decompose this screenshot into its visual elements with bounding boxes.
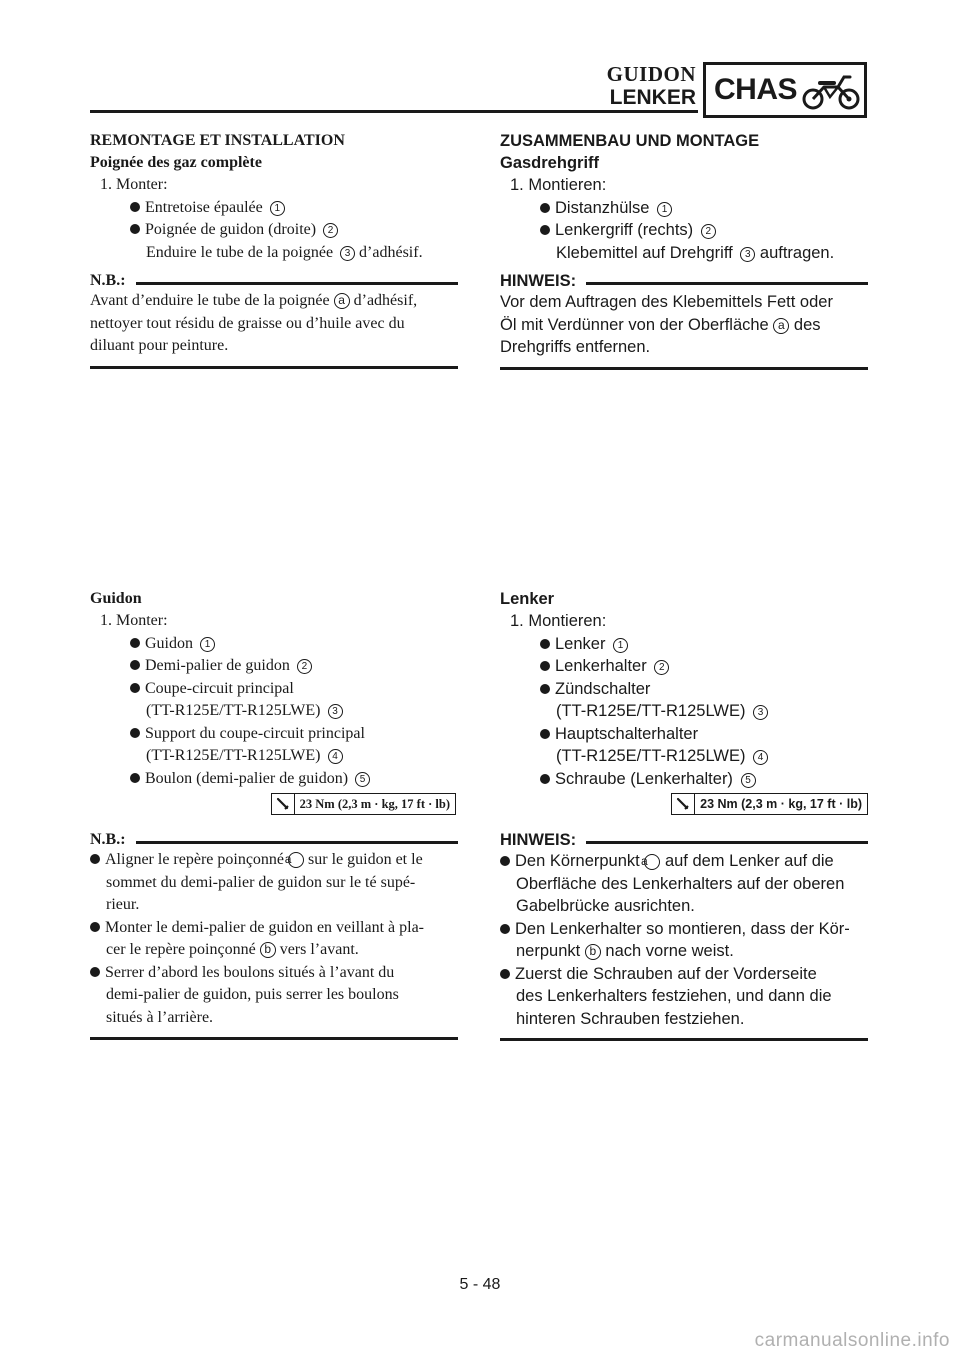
bullet-icon [500, 969, 510, 979]
note-header [500, 272, 868, 291]
callout-number: 3 [740, 247, 755, 262]
torque-value: 23 Nm (2,3 m · kg, 17 ft · lb) [700, 797, 862, 811]
note-bullet: Den Lenkerhalter so montieren, dass der Kör- nerpunkt b nach vorne weist. [500, 918, 868, 963]
list-item: Lenkergriff (rechts) 2 [500, 219, 868, 242]
bullet-icon [540, 729, 550, 739]
bullet-icon [130, 224, 140, 234]
note-label: N.B.: [90, 272, 126, 289]
torque-wrench-icon [672, 794, 695, 814]
note-end-rule [90, 366, 458, 369]
list-subtext: (TT-R125E/TT-R125LWE) 3 [500, 700, 868, 723]
page-number: 5 - 48 [459, 1276, 501, 1293]
list-item: Schraube (Lenkerhalter) 5 [500, 768, 868, 791]
bullet-icon [90, 854, 100, 864]
subsection-heading: Gasdrehgriff [500, 154, 600, 172]
watermark: carmanualsonline.info [754, 1330, 950, 1351]
fr-top-section [90, 130, 458, 369]
callout-number: 1 [613, 638, 628, 653]
callout-number: 5 [355, 772, 370, 787]
list-item: Demi-palier de guidon 2 [90, 655, 458, 678]
torque-value: 23 Nm (2,3 m · kg, 17 ft · lb) [299, 796, 450, 811]
list-subtext: (TT-R125E/TT-R125LWE) 3 [90, 700, 458, 723]
callout-number: 3 [328, 704, 343, 719]
callout-number: 3 [340, 246, 355, 261]
callout-number: 4 [328, 749, 343, 764]
section-heading: ZUSAMMENBAU UND MONTAGE [500, 132, 760, 150]
callout-number: 2 [297, 659, 312, 674]
bullet-icon [500, 924, 510, 934]
note-label: HINWEIS: [500, 272, 577, 290]
torque-wrench-icon [272, 794, 295, 814]
mark-letter: a [644, 854, 660, 870]
callout-number: 2 [323, 223, 338, 238]
note-header [90, 831, 458, 849]
mark-letter: b [260, 942, 276, 958]
bullet-icon [500, 856, 510, 866]
de-top-section [500, 130, 868, 370]
list-item: Distanzhülse 1 [500, 197, 868, 220]
bullet-icon [90, 967, 100, 977]
subsection-heading: Guidon [90, 590, 142, 607]
callout-number: 3 [753, 705, 768, 720]
list-subtext: Klebemittel auf Drehgriff 3 auftragen. [556, 243, 835, 262]
bullet-icon [540, 774, 550, 784]
callout-number: 2 [654, 660, 669, 675]
section-code: CHAS [714, 73, 798, 106]
fr-bottom-section [90, 588, 458, 1040]
note-text: Vor dem Auftragen des Klebemittels Fett oder Öl mit Verdünner von der Oberfläche a des Drehgriffs entfernen. [500, 293, 833, 356]
note-end-rule [90, 1037, 458, 1040]
header-rule [90, 110, 698, 113]
step-label: 1. Monter: [100, 176, 168, 193]
list-item: Coupe-circuit principal [90, 678, 458, 701]
bullet-icon [540, 661, 550, 671]
bullet-icon [90, 922, 100, 932]
list-subtext: (TT-R125E/TT-R125LWE) 4 [90, 745, 458, 768]
list-item: Lenkerhalter 2 [500, 655, 868, 678]
mark-letter: a [334, 293, 350, 309]
bullet-icon [540, 225, 550, 235]
bullet-icon [130, 728, 140, 738]
note-header [500, 831, 868, 850]
list-item: Entretoise épaulée 1 [90, 197, 458, 220]
bullet-icon [130, 773, 140, 783]
step-label: 1. Monter: [100, 612, 168, 629]
list-item: Boulon (demi-palier de guidon) 5 [90, 768, 458, 791]
list-subtext: Enduire le tube de la poignée 3 d’adhésif. [146, 243, 423, 261]
header-title-de: LENKER [609, 86, 696, 109]
callout-number: 1 [200, 637, 215, 652]
note-header [90, 272, 458, 290]
section-badge [703, 62, 867, 118]
bullet-icon [540, 639, 550, 649]
motorcycle-icon [800, 71, 862, 113]
subsection-heading: Lenker [500, 590, 555, 608]
bullet-icon [130, 683, 140, 693]
torque-spec [90, 793, 456, 815]
list-item: Support du coupe-circuit principal [90, 723, 458, 746]
callout-number: 5 [741, 773, 756, 788]
bullet-icon [130, 638, 140, 648]
list-item: Poignée de guidon (droite) 2 [90, 219, 458, 242]
note-end-rule [500, 1038, 868, 1041]
note-bullet: Zuerst die Schrauben auf der Vorderseite des Lenkerhalters festziehen, und dann die hinteren Schrauben festziehen. [500, 963, 868, 1031]
section-heading: REMONTAGE ET INSTALLATION [90, 132, 345, 149]
note-label: HINWEIS: [500, 831, 577, 849]
list-item: Zündschalter [500, 678, 868, 701]
callout-number: 2 [701, 224, 716, 239]
callout-number: 1 [270, 201, 285, 216]
note-bullet: Monter le demi-palier de guidon en veillant à pla- cer le repère poinçonné b vers l’avant. [90, 917, 458, 962]
bullet-icon [130, 660, 140, 670]
step-label: 1. Montieren: [510, 612, 607, 630]
mark-letter: a [288, 852, 304, 868]
note-end-rule [500, 367, 868, 370]
list-item: Lenker 1 [500, 633, 868, 656]
subsection-heading: Poignée des gaz complète [90, 154, 262, 171]
header-title-fr: GUIDON [606, 62, 696, 86]
mark-letter: a [773, 318, 789, 334]
mark-letter: b [585, 944, 601, 960]
list-item: Hauptschalterhalter [500, 723, 868, 746]
bullet-icon [540, 203, 550, 213]
torque-spec [500, 793, 868, 815]
callout-number: 1 [657, 202, 672, 217]
step-label: 1. Montieren: [510, 176, 607, 194]
list-item: Guidon 1 [90, 633, 458, 656]
note-text: Avant d’enduire le tube de la poignée a d’adhésif, nettoyer tout résidu de graisse ou d’huile avec du diluant pour peinture. [90, 292, 418, 354]
bullet-icon [540, 684, 550, 694]
note-bullet: Den Körnerpunkt a auf dem Lenker auf die Oberfläche des Lenkerhalters auf der oberen Gabelbrücke ausrichten. [500, 850, 868, 918]
note-label: N.B.: [90, 831, 126, 848]
de-bottom-section [500, 588, 868, 1041]
callout-number: 4 [753, 750, 768, 765]
bullet-icon [130, 202, 140, 212]
list-subtext: (TT-R125E/TT-R125LWE) 4 [500, 745, 868, 768]
note-bullet: Aligner le repère poinçonné a sur le guidon et le sommet du demi-palier de guidon sur le té supé- rieur. [90, 849, 458, 917]
note-bullet: Serrer d’abord les boulons situés à l’avant du demi-palier de guidon, puis serrer les boulons situés à l’arrière. [90, 962, 458, 1030]
